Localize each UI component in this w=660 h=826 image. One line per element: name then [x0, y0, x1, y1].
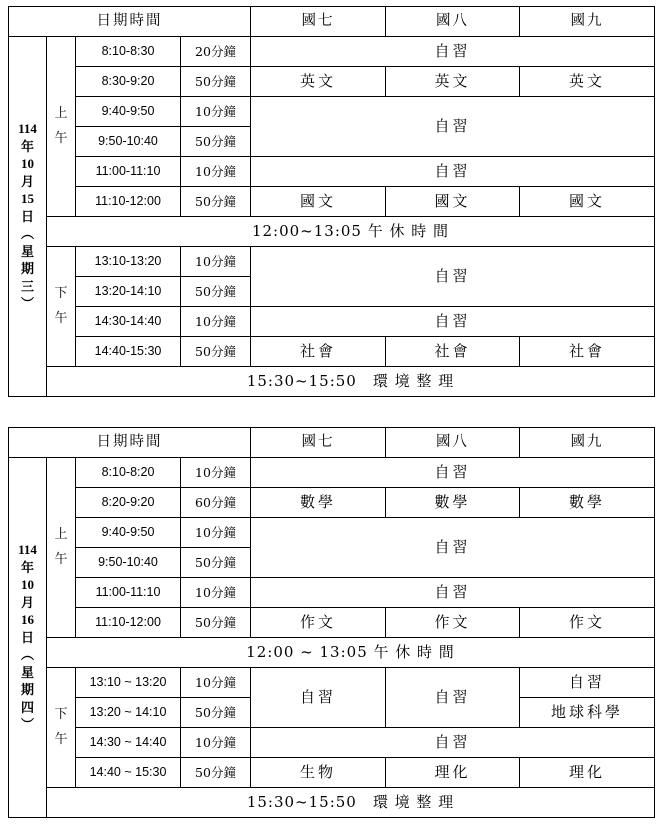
cleanup-time: 15:30~15:50 環 境 整 理 [47, 788, 655, 818]
duration: 10分鐘 [181, 668, 251, 698]
duration: 50分鐘 [181, 608, 251, 638]
table-header-row [9, 428, 655, 458]
time-slot: 9:40-9:50 [76, 97, 181, 127]
duration: 10分鐘 [181, 157, 251, 187]
self-study-cell: 自習 [251, 458, 655, 488]
subject-grade-9: 社會 [520, 337, 655, 367]
duration: 10分鐘 [181, 307, 251, 337]
duration: 10分鐘 [181, 728, 251, 758]
schedule-table-day1 [8, 6, 655, 397]
table-row [9, 728, 655, 758]
duration: 50分鐘 [181, 187, 251, 217]
subject-grade-7: 英文 [251, 67, 386, 97]
duration: 20分鐘 [181, 37, 251, 67]
table-row [9, 608, 655, 638]
duration: 10分鐘 [181, 247, 251, 277]
header-date-time: 日期時間 [9, 7, 251, 37]
subject-grade-8: 自習 [386, 668, 520, 728]
table-row [9, 247, 655, 277]
subject-grade-8: 作文 [386, 608, 520, 638]
header-date-time: 日期時間 [9, 428, 251, 458]
time-slot: 11:00-11:10 [76, 578, 181, 608]
cleanup-row [9, 788, 655, 818]
table-row [9, 668, 655, 698]
time-slot: 14:30 ~ 14:40 [76, 728, 181, 758]
subject-grade-7: 作文 [251, 608, 386, 638]
time-slot: 14:40 ~ 15:30 [76, 758, 181, 788]
duration: 50分鐘 [181, 698, 251, 728]
time-slot: 8:30-9:20 [76, 67, 181, 97]
subject-grade-8: 英文 [386, 67, 520, 97]
header-grade-7: 國七 [251, 428, 386, 458]
subject-grade-9: 自習 [520, 668, 655, 698]
duration: 50分鐘 [181, 127, 251, 157]
table-row [9, 187, 655, 217]
cleanup-time: 15:30~15:50 環 境 整 理 [47, 367, 655, 397]
table-row [9, 307, 655, 337]
afternoon-label: 下 午 [47, 668, 76, 788]
duration: 10分鐘 [181, 578, 251, 608]
subject-grade-9: 理化 [520, 758, 655, 788]
header-grade-9: 國九 [520, 428, 655, 458]
table-row [9, 37, 655, 67]
header-grade-8: 國八 [386, 7, 520, 37]
time-slot: 11:00-11:10 [76, 157, 181, 187]
afternoon-label: 下 午 [47, 247, 76, 367]
subject-grade-9: 作文 [520, 608, 655, 638]
subject-grade-7: 國文 [251, 187, 386, 217]
time-slot: 8:20-9:20 [76, 488, 181, 518]
self-study-cell: 自習 [251, 307, 655, 337]
time-slot: 11:10-12:00 [76, 608, 181, 638]
lunch-break: 12:00~13:05 午 休 時 間 [47, 217, 655, 247]
table-row [9, 518, 655, 548]
subject-grade-9: 國文 [520, 187, 655, 217]
self-study-cell: 自習 [251, 97, 655, 157]
self-study-cell: 自習 [251, 728, 655, 758]
table-row [9, 758, 655, 788]
duration: 10分鐘 [181, 518, 251, 548]
time-slot: 8:10-8:30 [76, 37, 181, 67]
duration: 50分鐘 [181, 548, 251, 578]
table-row [9, 97, 655, 127]
subject-grade-7: 生物 [251, 758, 386, 788]
duration: 50分鐘 [181, 277, 251, 307]
cleanup-row [9, 367, 655, 397]
subject-grade-7: 社會 [251, 337, 386, 367]
table-row [9, 458, 655, 488]
lunch-break-row [9, 638, 655, 668]
duration: 10分鐘 [181, 458, 251, 488]
time-slot: 8:10-8:20 [76, 458, 181, 488]
subject-grade-9: 地球科學 [520, 698, 655, 728]
table-row [9, 67, 655, 97]
duration: 50分鐘 [181, 67, 251, 97]
self-study-cell: 自習 [251, 37, 655, 67]
subject-grade-9: 數學 [520, 488, 655, 518]
subject-grade-8: 國文 [386, 187, 520, 217]
self-study-cell: 自習 [251, 247, 655, 307]
time-slot: 14:30-14:40 [76, 307, 181, 337]
table-row [9, 337, 655, 367]
duration: 50分鐘 [181, 337, 251, 367]
lunch-break: 12:00 ~ 13:05 午 休 時 間 [47, 638, 655, 668]
morning-label: 上 午 [47, 37, 76, 217]
time-slot: 11:10-12:00 [76, 187, 181, 217]
lunch-break-row [9, 217, 655, 247]
date-label: 114 年 10 月 15 日 ︵ 星 期 三 ︶ [9, 37, 47, 397]
morning-label: 上 午 [47, 458, 76, 638]
header-grade-8: 國八 [386, 428, 520, 458]
time-slot: 13:10 ~ 13:20 [76, 668, 181, 698]
duration: 50分鐘 [181, 758, 251, 788]
subject-grade-8: 數學 [386, 488, 520, 518]
duration: 60分鐘 [181, 488, 251, 518]
table-row [9, 488, 655, 518]
time-slot: 9:50-10:40 [76, 548, 181, 578]
duration: 10分鐘 [181, 97, 251, 127]
subject-grade-7: 自習 [251, 668, 386, 728]
table-header-row [9, 7, 655, 37]
time-slot: 13:20 ~ 14:10 [76, 698, 181, 728]
self-study-cell: 自習 [251, 157, 655, 187]
header-grade-7: 國七 [251, 7, 386, 37]
header-grade-9: 國九 [520, 7, 655, 37]
subject-grade-8: 理化 [386, 758, 520, 788]
date-label: 114 年 10 月 16 日 ︵ 星 期 四 ︶ [9, 458, 47, 818]
subject-grade-7: 數學 [251, 488, 386, 518]
subject-grade-9: 英文 [520, 67, 655, 97]
time-slot: 9:40-9:50 [76, 518, 181, 548]
self-study-cell: 自習 [251, 518, 655, 578]
time-slot: 13:10-13:20 [76, 247, 181, 277]
subject-grade-8: 社會 [386, 337, 520, 367]
time-slot: 14:40-15:30 [76, 337, 181, 367]
table-row [9, 157, 655, 187]
table-row [9, 578, 655, 608]
time-slot: 9:50-10:40 [76, 127, 181, 157]
schedule-table-day2 [8, 427, 655, 818]
self-study-cell: 自習 [251, 578, 655, 608]
time-slot: 13:20-14:10 [76, 277, 181, 307]
